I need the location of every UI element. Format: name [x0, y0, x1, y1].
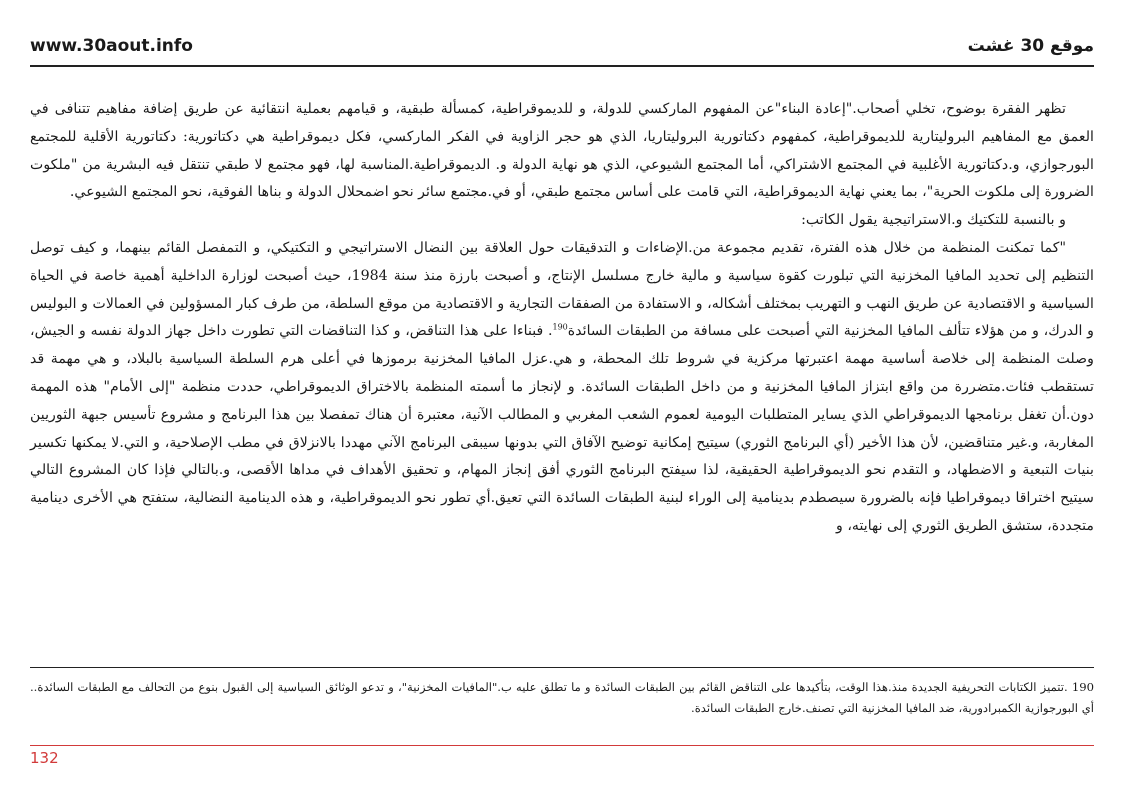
page-number: 132	[30, 749, 59, 767]
footnote-divider	[30, 667, 1094, 668]
quoted-paragraph	[30, 235, 1094, 541]
footnote-reference: 190	[552, 322, 568, 332]
page-header	[30, 36, 1094, 62]
site-name: موقع 30 غشت	[967, 36, 1094, 56]
footnote-text: 190 .تتميز الكتابات التحريفية الجديدة منذ.هذا الوقت، بتأكيدها على التناقض القائم بين الطبقات السائدة و ما تطلق عليه ب."المافيات المخزنية"، و تدعو الوثائق السياسية إلى القبول بنوع من التحالف مع الطبقات السائدة.. أي البورجوازية الكمبرادورية، ضد المافيا المخزنية التي تصنف.خارج الطبقات السائدة.	[30, 680, 1094, 715]
quote-part-1: "كما تمكنت المنظمة من خلال هذه الفترة، تقديم مجموعة من.الإضاءات و التدقيقات حول العلاقة بين النضال الاستراتيجي و التكتيكي، و التمفصل القائم بينهما، و كيف توصل التنظيم إلى تحديد المافيا المخزنية التي تبلورت كقوة سياسية و مالية خارج مسلسل الإنتاج، و أصبحت بارزة منذ سنة 1984، حيث أصبحت لوزارة الداخلية أهمية خاصة في الحياة السياسية و الاقتصادية عن طريق النهب و التهريب بمختلف أشكاله، و الاستفادة من الصفقات التجارية و الاقتصادية من موقع السلطة، من طرف كبار المسؤولين في العمالات و البوليس و الدرك، و من هؤلاء تتألف المافيا المخزنية التي أصبحت على مسافة من الطبقات السائدة	[30, 239, 1094, 340]
paragraph-2: و بالنسبة للتكتيك و.الاستراتيجية يقول الكاتب:	[801, 212, 1066, 229]
site-url: www.30aout.info	[30, 36, 193, 56]
paragraph-1: تظهر الفقرة بوضوح، تخلي أصحاب."إعادة البناء"عن المفهوم الماركسي للدولة، و للديموقراطية، كمسألة طبقية، و قيامهم بعملية انتقائية عن طريق إضافة مفاهيم تتنافى في العمق مع المفاهيم البروليتارية للديموقراطية، كمفهوم دكتاتورية البروليتاريا، الذي هو حجر الزاوية في الفكر الماركسي، فكل ديموقراطية هي دكتاتورية: دكتاتورية الأقلية للمجتمع البورجوازي، و.دكتاتورية الأغلبية في المجتمع الاشتراكي، أما المجتمع الشيوعي، الذي هو نهاية الدولة و. الديموقراطية.المناسبة لها، فهو مجتمع لا طبقي تنتقل فيه البشرية من "ملكوت الضرورة إلى ملكوت الحرية"، بما يعني نهاية الديموقراطية، التي قامت على أساس مجتمع طبقي، أو في.مجتمع سائر نحو اضمحلال الدولة و بناها الفوقية، نحو المجتمع الشيوعي.	[30, 101, 1094, 201]
footer-divider	[30, 745, 1094, 746]
main-text	[30, 96, 1094, 541]
header-divider	[30, 65, 1094, 67]
quote-part-2: . فبناءا على هذا التناقض، و كذا التناقضات التي تطورت داخل جهاز الدولة نفسه و الجيش، وصلت المنظمة إلى خلاصة أساسية مهمة اعتبرتها مركزية في شروط تلك المحطة، و هي.عزل المافيا المخزنية برموزها في أعلى هرم السلطة السياسية بالبلاد، و هي مهمة قد تستقطب فئات.متضررة من واقع ابتزاز المافيا المخزنية و من داخل الطبقات السائدة. و لإنجاز ما أسمته المنظمة بالاختراق الديموقراطي، حددت منظمة "إلى الأمام" هذه المهمة دون.أن تغفل برنامجها الديموقراطي الذي يساير المتطلبات اليومية لعموم الشعب المغربي و المطالب الآنية، معتبرة أن هناك تمفصلا بين هذا البرنامج و مشروع تأسيس جبهة الثوريين المغاربة، و.غير متناقضين، لأن هذا الأخير (أي البرنامج الثوري) سيتيح إمكانية توضيح الآفاق التي بدونها سيبقى البرنامج الآني مهددا بالانزلاق في مطب الإصلاحية، و التي.لا يمكنها تكسير بنيات التبعية و الاضطهاد، و التقدم نحو الديموقراطية الحقيقية، لذا سيفتح البرنامج الثوري أفق إنجاز المهام، و تحقيق الأهداف في مداها الأقصى، و.بالتالي فإذا كان المشروع التالي سيتيح اختراقا ديموقراطيا فإنه بالضرورة سيصطدم بدينامية إلى الوراء لبنية الطبقات السائدة التي تعيق.أي تطور نحو الديموقراطية، و هذه الدينامية النضالية، ستفتح هي الأخرى دينامية متجددة، ستشق الطريق الثوري إلى نهايته، و	[30, 323, 1094, 534]
footnote	[30, 677, 1094, 719]
